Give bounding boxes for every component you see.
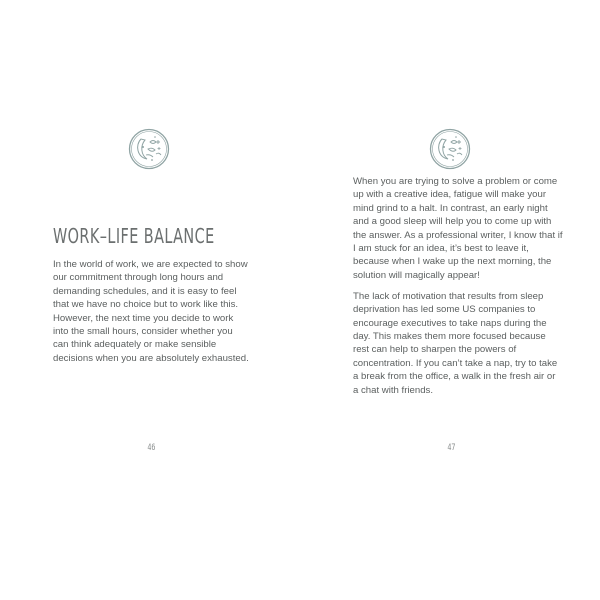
section-heading: WORK–LIFE BALANCE xyxy=(53,224,215,248)
left-body-text xyxy=(53,258,250,373)
page-number: 46 xyxy=(147,443,156,453)
paragraph: In the world of work, we are expected to show our commitment through long hours and demanding schedules, and it is easy to feel that we have no choice but to work like this. However, the next time you decide to work into the small hours, consider whether you can think adequately or make sensible decisions when you are absolutely exhausted. xyxy=(53,259,249,364)
paragraph: The lack of motivation that results from sleep deprivation has led some US companies to encourage executives to take naps during the day. This makes them more focused because rest can help to sharpen the powers of concentration. If you can’t take a nap, try to take a break from the office, a walk in the fresh air or a chat with friends. xyxy=(353,290,558,396)
right-page xyxy=(300,0,600,600)
right-body-text xyxy=(353,175,563,405)
paragraph: When you are trying to solve a problem or come up with a creative idea, fatigue will make your mind grind to a halt. In contrast, an early night and a good sleep will help you to come up with the answer. As a professional writer, I know that if I am stuck for an idea, it’s best to leave it, because when I wake up the next morning, the solution will magically appear! xyxy=(353,176,563,281)
moon-stars-emblem-icon xyxy=(128,128,170,170)
moon-stars-emblem-icon xyxy=(429,128,471,170)
page-number: 47 xyxy=(447,443,456,453)
